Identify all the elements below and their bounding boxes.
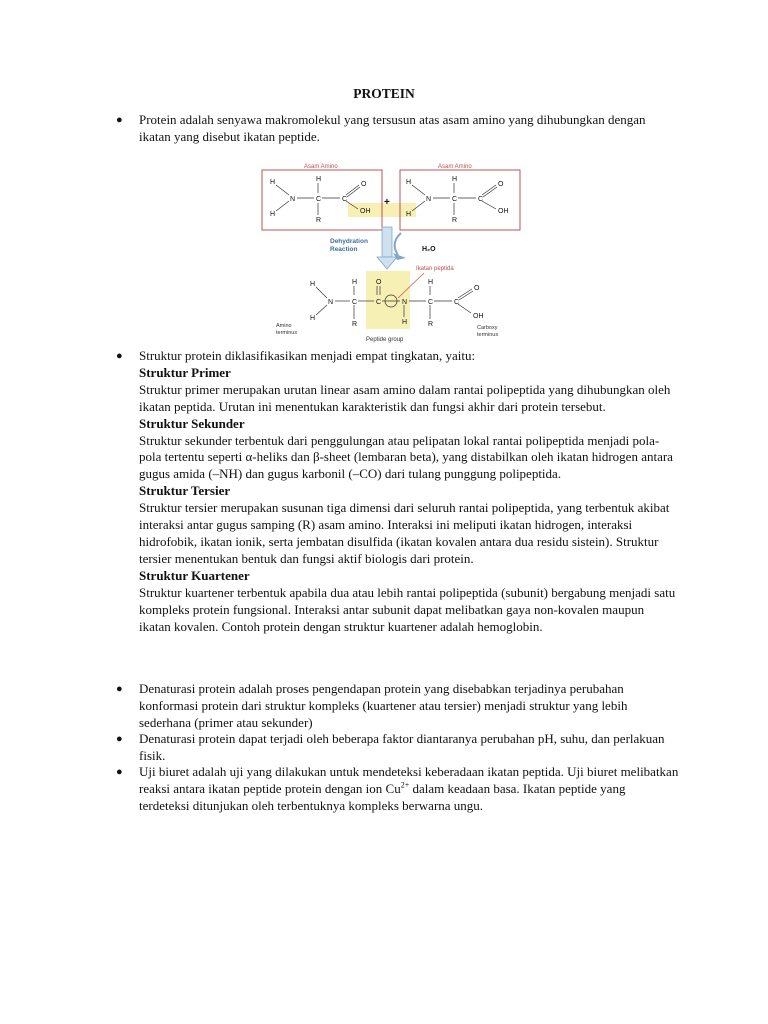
svg-text:N: N	[290, 196, 296, 203]
svg-text:C: C	[376, 299, 382, 306]
denaturasi-definition: Denaturasi protein adalah proses pengendapan protein yang disebabkan terjadinya perubahan konformasi protein dari struktur kompleks (kuartener atau tersier) menjadi struktur yang lebih sederhana (primer atau sekunder)	[139, 681, 628, 730]
svg-text:H: H	[406, 179, 412, 186]
svg-text:N: N	[328, 299, 334, 306]
dehydration-label: Dehydration	[330, 238, 368, 245]
svg-text:C: C	[478, 196, 484, 203]
reaction-label: Reaction	[330, 246, 358, 253]
asam-amino-label-right: Asam Amino	[438, 164, 472, 170]
kuartener-text: Struktur kuartener terbentuk apabila dua atau lebih rantai polipeptida (subunit) bergabung menjadi satu kompleks protein fungsional. Interaksi antar subunit dapat melibatkan gaya non-kovalen maupun ikatan kovalen. Contoh protein dengan struktur kuartener adalah hemoglobin.	[139, 584, 676, 634]
svg-text:R: R	[452, 217, 458, 224]
amino-acid-right	[406, 176, 509, 224]
svg-text:H: H	[316, 176, 322, 183]
svg-text:H: H	[270, 179, 276, 186]
svg-text:C: C	[452, 196, 458, 203]
svg-text:R: R	[352, 321, 358, 328]
peptide-group-label: Peptide group	[366, 337, 404, 343]
intro-paragraph: Protein adalah senyawa makromolekul yang tersusun atas asam amino yang dihubungkan dengan ikatan yang disebut ikatan peptide.	[139, 112, 646, 144]
biuret-text-2: dalam keadaan basa. Ikatan peptide yang terdeteksi ditunjukan oleh terbentuknya kompleks berwarna ungu.	[139, 780, 626, 813]
svg-text:OH: OH	[360, 208, 371, 215]
denaturasi-factors: Denaturasi protein dapat terjadi oleh beberapa faktor diantaranya perubahan pH, suhu, dan perlakuan fisik.	[139, 731, 665, 763]
primer-text: Struktur primer merupakan urutan linear asam amino dalam rantai polipeptida yang dihubungkan oleh ikatan peptida. Urutan ini menentukan karakteristik dan fungsi akhir dari protein tersebut.	[139, 381, 671, 414]
struktur-intro: Struktur protein diklasifikasikan menjadi empat tingkatan, yaitu:	[139, 348, 476, 363]
amino-terminus-line1: Amino	[276, 323, 292, 329]
amino-acid-box-left	[262, 170, 382, 230]
water-label: H₂O	[422, 246, 436, 253]
svg-text:C: C	[428, 299, 434, 306]
peptide-bond-diagram	[256, 163, 528, 345]
svg-text:N: N	[426, 196, 432, 203]
sekunder-text: Struktur sekunder terbentuk dari penggulungan atau pelipatan lokal rantai polipeptida menjadi pola-pola tertentu seperti α-heliks dan β-sheet (lembaran beta), yang distabilkan oleh ikatan hidrogen antara gugus amida (–NH) dan gugus karbonil (–CO) dari tulang punggung polipeptida.	[139, 432, 673, 482]
svg-text:C: C	[454, 299, 460, 306]
svg-text:H: H	[428, 279, 434, 286]
bullet-marker: ●	[116, 683, 123, 695]
svg-text:H: H	[310, 315, 316, 322]
primer-heading: Struktur Primer	[139, 364, 231, 380]
svg-text:OH: OH	[498, 208, 509, 215]
svg-text:H: H	[310, 281, 316, 288]
svg-text:O: O	[474, 285, 480, 292]
bullet-marker: ●	[116, 766, 123, 778]
svg-text:R: R	[316, 217, 322, 224]
svg-text:H: H	[402, 319, 408, 326]
svg-text:C: C	[342, 196, 348, 203]
carboxy-terminus-line1: Carboxy	[477, 325, 498, 331]
kuartener-heading: Struktur Kuartener	[139, 567, 250, 583]
tersier-text: Struktur tersier merupakan susunan tiga dimensi dari seluruh rantai polipeptida, yang terbentuk akibat interaksi antar gugus samping (R) asam amino. Interaksi ini meliputi ikatan hidrogen, interaksi hidrofobik, ikatan ionik, serta jembatan disulfida (ikatan kovalen antara dua residu sistein). Struktur tersier menentukan bentuk dan fungsi aktif biologis dari protein.	[139, 500, 670, 566]
biuret-paragraph	[139, 764, 679, 815]
oh-highlight	[348, 203, 408, 217]
sekunder-heading: Struktur Sekunder	[139, 415, 245, 431]
svg-text:R: R	[428, 321, 434, 328]
cu-charge: 2+	[400, 780, 410, 790]
svg-text:H: H	[352, 279, 358, 286]
struktur-section	[139, 348, 679, 635]
page-title: PROTEIN	[353, 86, 415, 101]
svg-text:C: C	[316, 196, 322, 203]
amino-acid-box-right	[400, 170, 520, 230]
svg-text:H: H	[270, 211, 276, 218]
tersier-heading: Struktur Tersier	[139, 483, 231, 499]
svg-text:N: N	[402, 299, 408, 306]
svg-text:H: H	[406, 211, 412, 218]
ikatan-peptida-label: Ikatan peptida	[416, 266, 454, 272]
amino-terminus-line2: terminus	[276, 330, 298, 336]
asam-amino-label-left: Asam Amino	[304, 164, 338, 170]
bullet-marker: ●	[116, 350, 123, 362]
svg-text:O: O	[376, 279, 382, 286]
bullet-marker: ●	[116, 114, 123, 126]
svg-text:C: C	[352, 299, 358, 306]
dehydration-arrow-icon	[377, 227, 406, 269]
svg-text:OH: OH	[473, 313, 484, 320]
bullet-marker: ●	[116, 733, 123, 745]
biuret-text-1: Uji biuret adalah uji yang dilakukan untuk mendeteksi keberadaan ikatan peptida. Uji biuret melibatkan reaksi antara ikatan peptide protein dengan ion Cu	[139, 764, 679, 796]
carboxy-terminus-line2: terminus	[477, 332, 499, 338]
svg-text:H: H	[452, 176, 458, 183]
svg-text:O: O	[361, 181, 367, 188]
plus-sign: +	[384, 197, 390, 208]
svg-text:O: O	[498, 181, 504, 188]
